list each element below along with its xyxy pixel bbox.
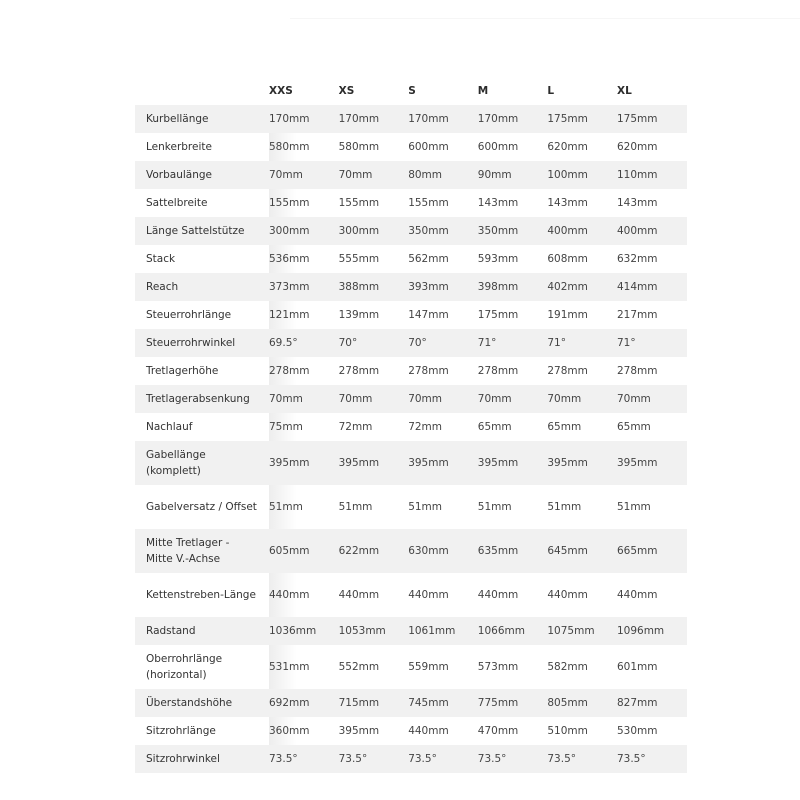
table-row [135,485,687,529]
value-cell: 70° [408,329,478,357]
value-cell: 65mm [616,421,651,433]
row-label: Gabelversatz / Offset [146,501,257,513]
value-cell: 175mm [617,105,687,133]
table-row [135,689,687,717]
value-cell: 70mm [617,385,687,413]
value-cell: 217mm [616,309,658,321]
value-cell: 143mm [477,197,519,209]
table-row [135,357,687,385]
row-label: Stack [146,253,176,265]
value-cell: 645mm [547,529,617,573]
value-cell: 73.5° [478,745,548,773]
value-cell: 73.5° [269,745,339,773]
row-label: Radstand [135,617,269,645]
value-cell: 70mm [547,385,617,413]
value-cell: 72mm [338,421,373,433]
row-label: Oberrohrlänge (horizontal) [146,653,223,681]
value-cell: 80mm [408,161,478,189]
value-cell: 191mm [547,309,588,321]
header-label-cell [135,77,269,105]
value-cell: 536mm [269,245,339,273]
value-cell: 620mm [616,141,658,153]
table-row [135,617,687,645]
table-row [135,441,687,485]
value-cell: 360mm [269,717,339,745]
value-cell: 100mm [547,161,617,189]
value-cell: 278mm [477,365,519,377]
row-label: Sitzrohrlänge [146,725,216,737]
table-row [135,573,687,617]
value-cell: 71° [478,329,548,357]
value-cell: 745mm [408,689,478,717]
value-cell: 600mm [477,141,519,153]
value-cell: 402mm [547,273,617,301]
value-cell: 414mm [617,273,687,301]
value-cell: 278mm [269,357,339,385]
table-row [135,273,687,301]
value-cell: 530mm [616,725,658,737]
size-header: L [547,85,555,97]
value-cell: 300mm [339,217,409,245]
value-cell: 300mm [269,217,339,245]
value-cell: 70mm [408,385,478,413]
row-label: Kettenstreben-Länge [146,589,256,601]
value-cell: 175mm [547,105,617,133]
value-cell: 400mm [547,217,617,245]
value-cell: 110mm [617,161,687,189]
value-cell: 51mm [338,501,373,513]
size-header: M [477,85,489,97]
value-cell: 573mm [477,661,519,673]
value-cell: 440mm [616,589,658,601]
value-cell: 175mm [477,309,519,321]
value-cell: 70mm [339,161,409,189]
row-label: Reach [135,273,269,301]
value-cell: 1053mm [339,617,409,645]
value-cell: 1075mm [547,617,617,645]
value-cell: 51mm [269,485,339,529]
value-cell: 608mm [547,253,588,265]
value-cell: 440mm [477,589,519,601]
table-row [135,189,687,217]
value-cell: 510mm [547,725,588,737]
value-cell: 395mm [408,441,478,485]
top-divider [290,18,800,19]
value-cell: 805mm [547,689,617,717]
row-label: Sitzrohrwinkel [135,745,269,773]
table-row [135,161,687,189]
value-cell: 395mm [617,441,687,485]
value-cell: 72mm [408,421,443,433]
size-header: S [408,85,416,97]
value-cell: 531mm [269,645,339,689]
table-row [135,717,687,745]
value-cell: 121mm [269,301,339,329]
value-cell: 635mm [478,529,548,573]
value-cell: 71° [617,329,687,357]
value-cell: 70mm [339,385,409,413]
value-cell: 373mm [269,273,339,301]
value-cell: 65mm [477,421,512,433]
geometry-table [135,77,687,773]
size-header: XS [338,85,355,97]
value-cell: 70° [339,329,409,357]
value-cell: 73.5° [617,745,687,773]
value-cell: 143mm [547,197,588,209]
size-header: XL [616,85,632,97]
value-cell: 69.5° [269,329,339,357]
row-label: Überstandshöhe [135,689,269,717]
value-cell: 71° [547,329,617,357]
value-cell: 582mm [547,661,588,673]
value-cell: 605mm [269,529,339,573]
value-cell: 395mm [478,441,548,485]
table-row [135,385,687,413]
row-label: Gabellänge (komplett) [135,441,269,485]
size-header-row [135,77,687,105]
value-cell: 51mm [547,501,582,513]
table-row [135,245,687,273]
value-cell: 440mm [408,589,449,601]
value-cell: 440mm [269,573,339,617]
value-cell: 600mm [408,141,449,153]
value-cell: 155mm [269,189,339,217]
value-cell: 440mm [338,589,380,601]
value-cell: 51mm [477,501,512,513]
row-label: Tretlagerabsenkung [135,385,269,413]
value-cell: 170mm [269,105,339,133]
row-label: Steuerrohrlänge [146,309,232,321]
value-cell: 665mm [617,529,687,573]
value-cell: 350mm [478,217,548,245]
value-cell: 440mm [547,589,588,601]
table-row [135,133,687,161]
value-cell: 1066mm [478,617,548,645]
row-label: Mitte Tretlager - Mitte V.-Achse [135,529,269,573]
value-cell: 601mm [616,661,658,673]
value-cell: 90mm [478,161,548,189]
row-label: Kurbellänge [135,105,269,133]
value-cell: 65mm [547,421,582,433]
value-cell: 147mm [408,309,449,321]
value-cell: 630mm [408,529,478,573]
value-cell: 70mm [478,385,548,413]
value-cell: 143mm [616,197,658,209]
value-cell: 51mm [616,501,651,513]
value-cell: 70mm [269,385,339,413]
row-label: Nachlauf [146,421,193,433]
value-cell: 1061mm [408,617,478,645]
value-cell: 715mm [339,689,409,717]
value-cell: 440mm [408,725,449,737]
value-cell: 70mm [269,161,339,189]
row-label: Vorbaulänge [135,161,269,189]
row-label: Tretlagerhöhe [146,365,219,377]
value-cell: 470mm [477,725,519,737]
value-cell: 580mm [338,141,380,153]
value-cell: 155mm [408,197,449,209]
value-cell: 775mm [478,689,548,717]
value-cell: 51mm [408,501,443,513]
table-row [135,529,687,573]
value-cell: 350mm [408,217,478,245]
value-cell: 395mm [338,725,380,737]
table-row [135,217,687,245]
value-cell: 555mm [338,253,380,265]
table-row [135,413,687,441]
value-cell: 139mm [338,309,380,321]
value-cell: 155mm [338,197,380,209]
value-cell: 278mm [547,365,588,377]
value-cell: 395mm [547,441,617,485]
value-cell: 692mm [269,689,339,717]
size-header: XXS [269,85,293,97]
value-cell: 170mm [408,105,478,133]
value-cell: 632mm [616,253,658,265]
table-row [135,745,687,773]
value-cell: 73.5° [547,745,617,773]
row-label: Lenkerbreite [146,141,212,153]
table-row [135,329,687,357]
value-cell: 398mm [478,273,548,301]
value-cell: 580mm [269,133,339,161]
table-row [135,301,687,329]
value-cell: 278mm [616,365,658,377]
value-cell: 393mm [408,273,478,301]
table-row [135,645,687,689]
value-cell: 395mm [269,441,339,485]
value-cell: 170mm [478,105,548,133]
row-label: Steuerrohrwinkel [135,329,269,357]
value-cell: 1036mm [269,617,339,645]
value-cell: 827mm [617,689,687,717]
row-label: Länge Sattelstütze [135,217,269,245]
value-cell: 278mm [338,365,380,377]
value-cell: 395mm [339,441,409,485]
value-cell: 593mm [477,253,519,265]
value-cell: 622mm [339,529,409,573]
value-cell: 73.5° [408,745,478,773]
value-cell: 73.5° [339,745,409,773]
table-row [135,105,687,133]
value-cell: 552mm [338,661,380,673]
value-cell: 278mm [408,365,449,377]
value-cell: 170mm [339,105,409,133]
value-cell: 562mm [408,253,449,265]
value-cell: 1096mm [617,617,687,645]
value-cell: 620mm [547,141,588,153]
row-label: Sattelbreite [146,197,208,209]
value-cell: 388mm [339,273,409,301]
value-cell: 400mm [617,217,687,245]
value-cell: 75mm [269,413,339,441]
value-cell: 559mm [408,661,449,673]
